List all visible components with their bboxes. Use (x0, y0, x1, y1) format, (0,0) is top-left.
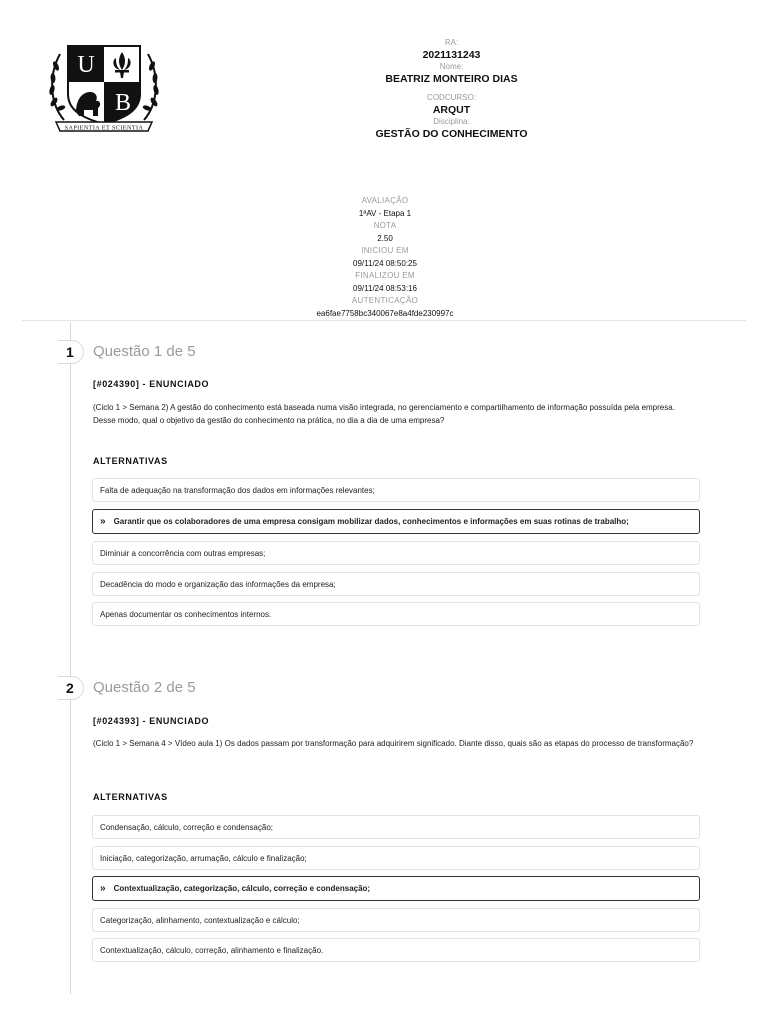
question-enunciado-label: [#024393] - ENUNCIADO (93, 716, 210, 726)
name-label: Nome: (439, 62, 464, 71)
alternative-option-selected[interactable] (92, 876, 700, 901)
student-name: BEATRIZ MONTEIRO DIAS (385, 73, 518, 85)
option-text: Falta de adequação na transformação dos dados em informações relevantes; (100, 485, 375, 495)
alternative-option[interactable] (92, 908, 700, 932)
question-title: Questão 2 de 5 (93, 679, 196, 696)
option-text: Contextualização, categorização, cálculo, correção e condensação; (113, 884, 371, 893)
course-code: ARQUT (432, 104, 471, 116)
discipline-label: Disciplina: (433, 117, 470, 126)
question-enunciado-label: [#024390] - ENUNCIADO (93, 379, 210, 389)
option-text: Categorização, alinhamento, contextualização e cálculo; (100, 915, 300, 925)
option-text: Decadência do modo e organização das informações da empresa; (100, 579, 336, 589)
option-text: Contextualização, cálculo, correção, alinhamento e finalização. (100, 945, 324, 955)
evaluation-value: 1ªAV - Etapa 1 (358, 208, 412, 218)
evaluation-info (0, 195, 768, 320)
discipline-name: GESTÃO DO CONHECIMENTO (375, 128, 528, 140)
svg-text:B: B (114, 90, 132, 116)
alternative-option[interactable] (92, 815, 700, 839)
alternative-option[interactable] (92, 938, 700, 962)
alternatives-label: ALTERNATIVAS (93, 792, 168, 802)
alternative-option[interactable] (92, 478, 700, 502)
alternative-option[interactable] (92, 846, 700, 870)
evaluation-label: AVALIAÇÃO (361, 196, 409, 205)
option-text: Iniciação, categorização, arrumação, cálculo e finalização; (100, 853, 307, 863)
student-header (0, 38, 768, 141)
option-text: Garantir que os colaboradores de uma empresa consigam mobilizar dados, conhecimentos e informações em suas rotinas de trabalho; (113, 517, 629, 526)
ra-label: RA: (444, 38, 459, 47)
grade-value: 2.50 (377, 233, 393, 243)
start-label: INICIOU EM (361, 246, 409, 255)
selected-chevron-icon: » (100, 516, 106, 527)
timeline-line (70, 322, 71, 994)
alternative-option[interactable] (92, 572, 700, 596)
question-text: (Ciclo 1 > Semana 2) A gestão do conhecimento está baseada numa visão integrada, no gerenciamento e compartilhamento de informação possuída pela empresa. Desse modo, qual o objetivo da gestão do conhecimento na prática, no dia a dia de uma empresa? (93, 403, 675, 425)
question-number-badge: 2 (58, 676, 84, 700)
ra-value: 2021131243 (422, 49, 481, 61)
alternative-option-selected[interactable] (92, 509, 700, 534)
motto-text: SAPIENTIA ET SCIENTIA (64, 124, 144, 132)
authentication-label: AUTENTICAÇÃO (351, 296, 419, 305)
alternatives-label: ALTERNATIVAS (93, 456, 168, 466)
selected-chevron-icon: » (100, 883, 106, 894)
header-divider (22, 320, 746, 321)
end-value: 09/11/24 08:53:16 (353, 283, 417, 293)
grade-label: NOTA (373, 221, 397, 230)
course-label: CODCURSO: (427, 93, 476, 102)
alternative-option[interactable] (92, 541, 700, 565)
authentication-value: ea6fae7758bc340067e8a4fde230997c (316, 308, 454, 318)
question-number-badge: 1 (58, 340, 84, 364)
start-value: 09/11/24 08:50:25 (353, 258, 417, 268)
svg-text:U: U (77, 52, 95, 78)
option-text: Diminuir a concorrência com outras empresas; (100, 548, 266, 558)
option-text: Condensação, cálculo, correção e condensação; (100, 822, 273, 832)
question-text: (Ciclo 1 > Semana 4 > Vídeo aula 1) Os dados passam por transformação para adquirirem significado. Diante disso, quais são as etapas do processo de transformação? (93, 739, 694, 748)
question-title: Questão 1 de 5 (93, 343, 196, 360)
end-label: FINALIZOU EM (355, 271, 415, 280)
option-text: Apenas documentar os conhecimentos internos. (100, 609, 272, 619)
alternative-option[interactable] (92, 602, 700, 626)
